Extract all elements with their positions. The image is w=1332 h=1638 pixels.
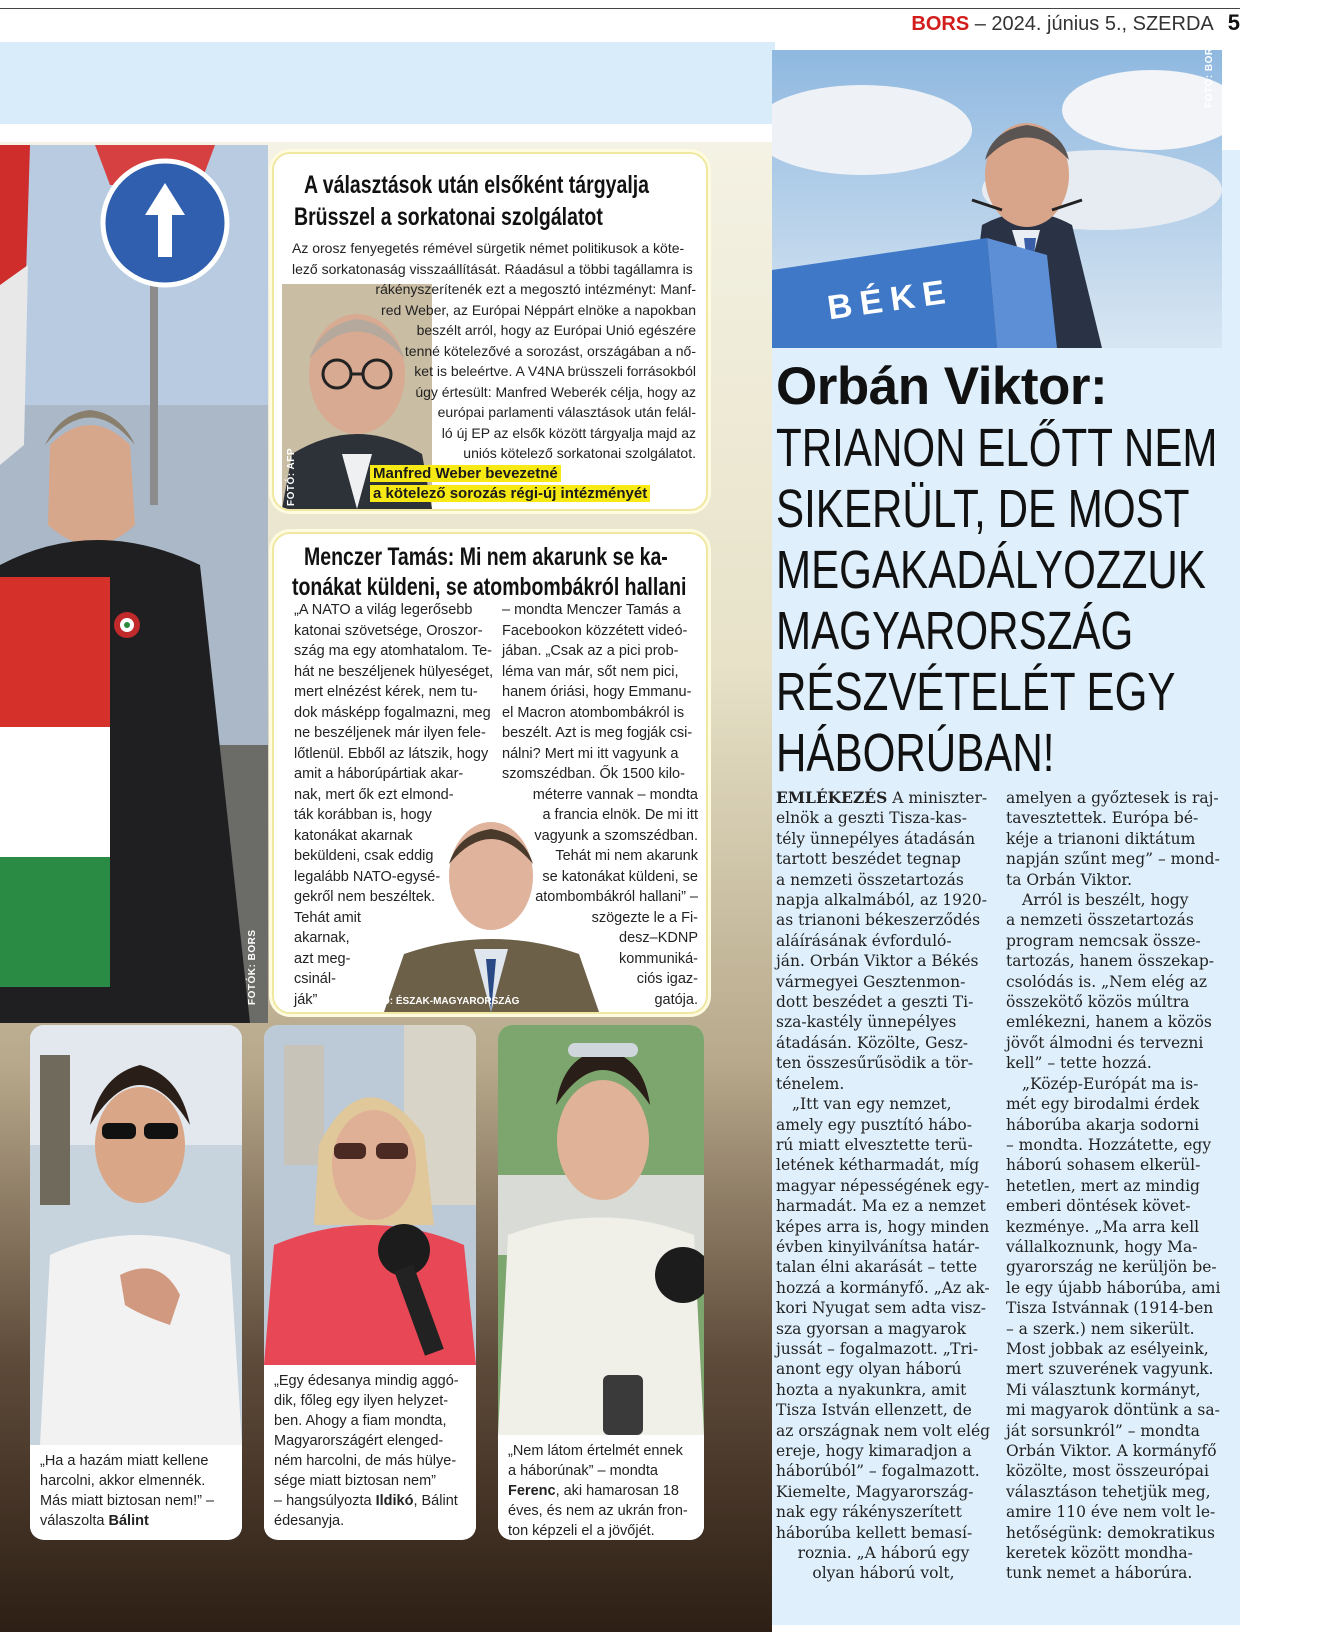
article-line: napja alkalmából, az 1920-: [776, 891, 987, 910]
demonstrator-photo: [0, 145, 268, 1023]
menczer-left-line: amit a háborúpártiak akar-: [294, 766, 464, 782]
article-line: elnök a geszti Tisza-kas-: [776, 809, 967, 828]
menczer-right-line: beszélt. Azt is meg fogják csi-: [502, 725, 693, 741]
article-line: kezménye. „Ma arra kell: [1006, 1217, 1200, 1236]
menczer-left-line: ják”: [294, 991, 318, 1008]
caption-line: Más miatt biztosan nem!” –: [40, 1493, 215, 1509]
menczer-right-line: – mondta Menczer Tamás a: [502, 602, 681, 618]
weber-text-line: európai parlamenti választások után felál-: [437, 404, 696, 420]
weber-headline-line2-wrap: [294, 202, 690, 232]
article-line: összekötő közös múltra: [1006, 993, 1190, 1012]
menczer-left-column: [294, 600, 494, 1010]
article-line: anont egy olyan háború: [776, 1360, 962, 1379]
caption-row: [274, 1391, 466, 1411]
article-line: le egy újabb háborúba, ami: [1006, 1278, 1221, 1297]
menczer-right-line: kommuniká-: [619, 950, 698, 967]
caption-line: – hangsúlyozta: [274, 1493, 376, 1509]
article-line: mét egy birodalmi érdek: [1006, 1095, 1200, 1114]
caption-line: éves, és nem az ukrán fron-: [508, 1503, 688, 1519]
article-line: hozta a nyakunkra, amit: [776, 1380, 967, 1399]
top-rule: [0, 8, 1240, 9]
article-line: kell” – tette hozzá.: [1006, 1054, 1152, 1073]
article-line: roznia. „A háború egy: [797, 1544, 970, 1563]
caption-row: [508, 1461, 694, 1481]
weber-body-text: [292, 238, 696, 464]
running-header: [770, 10, 1240, 36]
article-line: képes arra is, hogy minden: [776, 1217, 990, 1236]
article-line: sza gyorsan a magyarok: [776, 1319, 966, 1338]
article-line: tély ünnepélyes átadásán: [776, 829, 976, 848]
caption-line: ben. Ahogy a fiam mondta,: [274, 1413, 447, 1429]
article-line: jussát – fogalmazott. „Tri-: [776, 1339, 979, 1358]
caption-row: [40, 1511, 232, 1531]
caption-line: Magyarországért elenged-: [274, 1433, 444, 1449]
weber-article-box: [272, 152, 708, 511]
article-line: dott beszédet a geszti Ti-: [776, 993, 974, 1012]
menczer-right-line: el Macron atombombákról is: [502, 704, 685, 721]
weber-text-line: rákényszerítenék ezt a megosztó intézményt: Manf-: [375, 281, 696, 297]
article-line: hozzá a kormányfő. „Az ak-: [776, 1278, 990, 1297]
caption-row: [508, 1481, 694, 1501]
menczer-right-line: se katonákat küldeni, se: [542, 868, 698, 885]
weber-text-line: uniós kötelező sorkatonai szolgálatot.: [463, 445, 696, 461]
caption-line: a háborúnak” – mondta: [508, 1463, 658, 1479]
article-line: a nemzeti összetartozás: [776, 870, 964, 889]
menczer-right-line: szomszédban. Ők 1500 kilo-: [502, 766, 685, 782]
article-line: ten összesűrűsödik a tör-: [776, 1054, 974, 1073]
menczer-right-line: vagyunk a szomszédban.: [534, 827, 698, 844]
main-headline: Orbán Viktor:: [776, 357, 1108, 416]
article-line: – mondta. Hozzátette, egy: [1006, 1135, 1212, 1154]
caption-line: „Nem látom értelmét ennek: [508, 1443, 683, 1459]
subheadline-line: TRIANON ELŐTT NEM: [776, 418, 1218, 478]
subheadline-line: SIKERÜLT, DE MOST: [776, 479, 1190, 539]
menczer-right-line: Tehát mi nem akarunk: [555, 848, 698, 864]
caption-person-name: Ferenc: [508, 1483, 556, 1499]
article-line: Orbán Viktor. A kormányfő: [1006, 1442, 1217, 1460]
menczer-left-line: Tehát amit: [294, 909, 361, 926]
article-line: tavesztettek. Európa bé-: [1006, 809, 1199, 828]
menczer-right-line: méterre vannak – mondta: [532, 786, 698, 803]
article-line: emlékezni, hanem a közös: [1006, 1013, 1212, 1032]
weber-headline-line2: Brüsszel a sorkatonai szolgálatot: [294, 203, 603, 231]
article-line: ereje, hogy kimaradjon a: [776, 1442, 972, 1460]
article-line: program nemcsak össze-: [1006, 931, 1201, 950]
article-line: háború sohasem elkerül-: [1006, 1156, 1201, 1175]
article-line: A miniszter-: [887, 789, 988, 807]
caption-line: dik, főleg egy ilyen helyzet-: [274, 1393, 449, 1409]
kicker: EMLÉKEZÉS: [776, 788, 888, 807]
article-line: magyar népességének egy-: [776, 1176, 990, 1195]
article-line: Tisza István ellenzett, de: [776, 1401, 972, 1420]
article-line: aláírásának évforduló-: [776, 931, 952, 950]
balint-quote-caption: [30, 1445, 242, 1537]
caption-line: válaszolta: [40, 1513, 109, 1529]
article-line: Most jobbak az esélyeink,: [1006, 1339, 1209, 1358]
article-line: tartott beszédet tegnap: [776, 850, 961, 869]
weber-text-line: beszélt arról, hogy az Európai Unió egészére: [416, 322, 696, 338]
caption-line: ném harcolni, de más hülye-: [274, 1453, 457, 1469]
ildiko-panel: [264, 1025, 476, 1540]
article-line: „Közép-Európát ma is-: [1022, 1074, 1199, 1093]
article-line: Kiemelte, Magyarország-: [776, 1482, 974, 1501]
article-line: a nemzeti összetartozás: [1006, 911, 1194, 930]
weber-headline: [304, 170, 708, 200]
page-number: 5: [1227, 10, 1240, 35]
weber-photo-credit: FOTÓ: AFP: [286, 447, 297, 506]
menczer-right-line: Facebookon közzétett videó-: [502, 622, 688, 639]
menczer-right-line: nálni? Mert mi itt vagyunk a: [502, 745, 679, 762]
weber-text-line: lező sorkatonaság visszaállítását. Ráadásul a többi tagállamra is: [292, 260, 693, 277]
article-line: keretek között mondha-: [1006, 1544, 1193, 1563]
article-line: tunk nemet a háborúra.: [1006, 1564, 1193, 1583]
caption-row: [274, 1371, 466, 1391]
caption-line: sége miatt biztosan nem”: [274, 1473, 436, 1489]
issue-date: – 2024. június 5., SZERDA: [969, 13, 1214, 35]
menczer-left-line: nak, mert ők ezt elmond-: [294, 786, 454, 803]
article-line: kori Nyugat sem adta visz-: [776, 1299, 987, 1318]
article-line: napján szűnt meg” – mond-: [1006, 850, 1220, 869]
article-line: mert szuverének vagyunk.: [1006, 1360, 1214, 1379]
article-line: emberi döntések követ-: [1006, 1197, 1191, 1216]
menczer-left-line: ták korábban is, hogy: [294, 807, 432, 823]
menczer-right-line: gatója.: [654, 991, 698, 1008]
article-line: jövőt álmodni és tervezni: [1006, 1033, 1204, 1052]
article-line: átadásán. Közölte, Gesz-: [776, 1033, 969, 1052]
ferenc-photo: [498, 1025, 704, 1435]
menczer-left-line: csinál-: [294, 971, 336, 987]
weber-highlight: [370, 464, 650, 504]
weber-text-line: Az orosz fenyegetés rémével sürgetik német politikusok a köte-: [292, 240, 685, 256]
article-line: vállalkoznunk, hogy Ma-: [1006, 1237, 1198, 1256]
article-line: nak egy rákényszerített: [776, 1503, 962, 1522]
weber-headline-line1: A választások után elsőként tárgyalja: [304, 171, 650, 199]
article-line: sza-kastély ünnepélyes: [776, 1013, 957, 1032]
caption-line: édesanyja.: [274, 1513, 345, 1529]
subheadline-line: MEGAKADÁLYOZZUK: [776, 540, 1206, 600]
caption-line: „Ha a hazám miatt kellene: [40, 1453, 209, 1469]
menczer-right-line: ciós igaz-: [636, 971, 698, 987]
article-line: Tisza Istvánnak (1914-ben: [1006, 1299, 1214, 1318]
menczer-left-line: legalább NATO-egysé-: [294, 868, 441, 885]
article-line: az országnak nem volt elég: [776, 1421, 991, 1440]
menczer-right-column: [502, 600, 698, 1010]
subheadline-line: RÉSZVÉTELÉT EGY: [776, 662, 1176, 722]
article-line: ténelem.: [776, 1074, 845, 1093]
menczer-left-line: ne beszéljenek már ilyen fele-: [294, 725, 486, 741]
weber-text-line: úgy értesült: Manfred Weberék célja, hogy az: [415, 383, 696, 400]
menczer-headline-line1: Menczer Tamás: Mi nem akarunk se ka-: [304, 543, 668, 571]
main-subheadline: [776, 418, 1332, 784]
menczer-right-line: atombombákról hallani” –: [535, 889, 698, 905]
caption-row: [274, 1471, 466, 1491]
article-line: csolódás is. „Nem elég az: [1006, 972, 1208, 991]
menczer-right-line: a francia elnök. De mi itt: [542, 807, 698, 823]
article-line: amely egy pusztító hábo-: [776, 1115, 972, 1134]
caption-row: [40, 1451, 232, 1471]
weber-text-line: ket is beleértve. A V4NA brüsszeli forrásokból: [414, 363, 696, 379]
article-line: ta Orbán Viktor.: [1006, 870, 1133, 889]
caption-person-name: Ildikó: [375, 1493, 414, 1509]
article-line: háborúba kellett bemasí-: [776, 1523, 973, 1542]
menczer-left-line: lőtlenül. Ebből az látszik, hogy: [294, 745, 489, 762]
caption-line: „Egy édesanya mindig aggó-: [274, 1373, 459, 1389]
article-line: hetetlen, mert az mindig: [1006, 1176, 1200, 1195]
article-line: háborúba akarja sodorni: [1006, 1115, 1200, 1134]
caption-line: ton képzeli el a jövőjét.: [508, 1523, 655, 1539]
menczer-left-line: beküldeni, csak eddig: [294, 848, 434, 864]
article-line: kéje a trianoni diktátum: [1006, 829, 1196, 848]
caption-line: harcolni, akkor elmennék.: [40, 1473, 206, 1489]
article-line: „Itt van egy nemzet,: [792, 1095, 952, 1114]
menczer-left-line: akarnak,: [294, 930, 350, 946]
weber-highlight-line2: a kötelező sorozás régi-új intézményét: [370, 485, 650, 502]
orban-photo-credit: FOTÓ: BORS: [1204, 40, 1215, 108]
article-line: évben kinyilvánítsa határ-: [776, 1237, 980, 1256]
caption-row: [274, 1491, 466, 1511]
article-column-2: [1006, 788, 1221, 1584]
caption-line: , aki hamarosan 18: [555, 1483, 679, 1499]
menczer-left-line: katonai szövetsége, Oroszor-: [294, 622, 483, 639]
menczer-left-line: azt meg-: [294, 950, 351, 967]
menczer-article-box: [272, 532, 708, 1014]
weber-text-line: red Weber, az Európai Néppárt elnöke a napokban: [381, 301, 696, 318]
caption-row: [40, 1471, 232, 1491]
article-line: közölte, most összeurópai: [1006, 1462, 1209, 1481]
menczer-left-line: „A NATO a világ legerősebb: [294, 602, 473, 618]
article-line: választáson tehetjük meg,: [1006, 1482, 1211, 1501]
menczer-left-line: dok másképp fogalmazni, meg: [294, 704, 491, 721]
article-line: ján. Orbán Viktor a Békés: [776, 952, 979, 971]
caption-line: , Bálint: [413, 1493, 458, 1509]
top-color-band: [0, 42, 775, 124]
article-line: talan élni akarását – tette: [776, 1258, 978, 1277]
menczer-left-line: szág ma egy atomhatalom. Te-: [294, 643, 492, 659]
menczer-left-line: mert elnézést kérek, nem tu-: [294, 684, 478, 700]
orban-speech-photo: [772, 50, 1222, 348]
menczer-photo-credit: FOTÓ: ÉSZAK-MAGYARORSZÁG: [362, 996, 520, 1007]
caption-row: [274, 1451, 466, 1471]
article-line: háborúból” – fogalmazott.: [776, 1462, 980, 1481]
caption-row: [274, 1431, 466, 1451]
article-line: hetőségünk: demokratikus: [1006, 1523, 1215, 1542]
weber-text-line: ló új EP az elsők között tárgyalja majd az: [441, 424, 696, 441]
article-line: Mi választunk kormányt,: [1006, 1380, 1201, 1399]
article-line: rú miatt elvesztette terü-: [776, 1135, 973, 1154]
article-line: tartozás, hanem összekap-: [1006, 952, 1215, 971]
subheadline-line: MAGYARORSZÁG: [776, 601, 1134, 661]
balint-panel: [30, 1025, 242, 1540]
beke-sign-text: BÉKE: [825, 272, 956, 328]
brand-name: BORS: [911, 13, 970, 35]
article-line: gyarország ne kerüljön be-: [1006, 1258, 1217, 1277]
menczer-right-line: szögezte le a Fi-: [591, 909, 698, 926]
article-line: Arról is beszélt, hogy: [1022, 891, 1189, 910]
menczer-right-line: hanem óriási, hogy Emmanu-: [502, 684, 692, 700]
menczer-right-line: jában. „Csak az a pici prob-: [502, 643, 679, 659]
weber-text-line: tenné kötelezővé a sorozást, országában a nő-: [404, 342, 696, 359]
weber-highlight-line1: Manfred Weber bevezetné: [370, 465, 561, 482]
menczer-headline: [304, 542, 708, 572]
article-line: vármegyei Gesztenmon-: [776, 972, 966, 991]
balint-photo: [30, 1025, 242, 1445]
menczer-headline-line2-wrap: [292, 572, 708, 602]
ferenc-quote-caption: [498, 1435, 704, 1540]
article-line: as trianoni békeszerződés: [776, 911, 981, 930]
left-photos-credit: FOTÓK: BORS: [247, 929, 258, 1005]
ildiko-photo: [264, 1025, 476, 1365]
caption-row: [40, 1491, 232, 1511]
menczer-right-line: desz–KDNP: [619, 930, 698, 946]
menczer-right-line: léma van már, sőt nem pici,: [502, 663, 679, 680]
article-line: mi magyarok döntünk a sa-: [1006, 1401, 1220, 1420]
caption-row: [508, 1441, 694, 1461]
article-line: – a szerk.) nem sikerült.: [1006, 1319, 1195, 1338]
ildiko-quote-caption: [264, 1365, 476, 1537]
article-column-1: [776, 788, 991, 1584]
ferenc-panel: [498, 1025, 704, 1540]
menczer-left-line: hát ne beszéljenek hülyeséget,: [294, 663, 494, 680]
subheadline-line: HÁBORÚBAN!: [776, 723, 1055, 783]
caption-person-name: Bálint: [108, 1513, 149, 1529]
article-line: ját sorsunkról” – mondta: [1006, 1421, 1200, 1440]
article-line: harmadát. Ma ez a nemzet: [776, 1197, 986, 1216]
article-line: letének kétharmadát, míg: [776, 1156, 980, 1175]
article-line: amire 110 éve nem volt le-: [1006, 1503, 1216, 1522]
menczer-left-line: katonákat akarnak: [294, 827, 413, 844]
caption-row: [274, 1411, 466, 1431]
article-line: olyan háború volt,: [812, 1564, 955, 1583]
menczer-left-line: gekről nem beszéltek.: [294, 889, 436, 905]
menczer-headline-line2: tonákat küldeni, se atombombákról hallani: [292, 573, 687, 601]
article-line: amelyen a győztesek is raj-: [1006, 789, 1219, 807]
article-lead-line: [776, 788, 991, 808]
